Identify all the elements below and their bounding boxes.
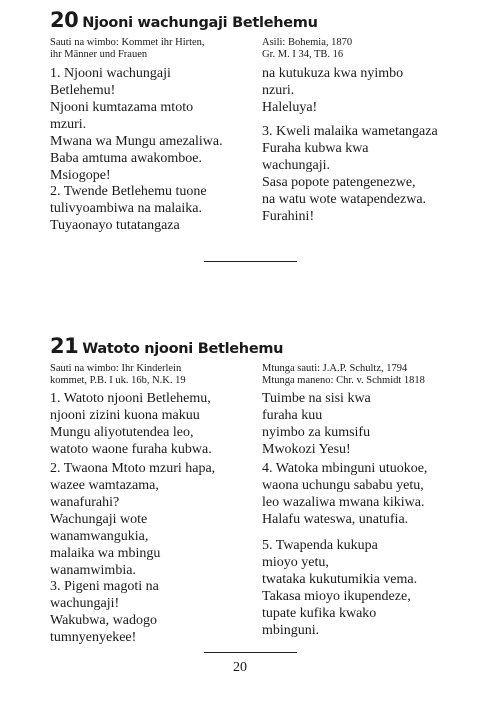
stanza-line: Takasa mioyo ikupendeze, [262, 589, 411, 604]
hymn-21-stanza-3-continued [262, 390, 371, 458]
stanza-line: twataka kukutumikia vema. [262, 572, 418, 587]
stanza-line: Mungu aliyotutendea leo, [50, 425, 194, 440]
stanza-line: wanamwimbia. [50, 563, 136, 578]
meta-line: Mtunga maneno: Chr. v. Schmidt 1818 [262, 375, 425, 386]
hymn-20-tune-info [50, 37, 205, 61]
stanza-line: wanamwangukia, [50, 529, 149, 544]
hymn-title: Watoto njooni Betlehemu [82, 341, 284, 357]
stanza-line: 5. Twapenda kukupa [262, 538, 378, 553]
stanza-line: nyimbo za kumsifu [262, 425, 371, 440]
hymn-20-stanza-2 [50, 183, 207, 234]
stanza-line: 3. Pigeni magoti na [50, 579, 159, 594]
stanza-line: mbinguni. [262, 623, 320, 638]
stanza-line: leo wazaliwa mwana kikiwa. [262, 495, 425, 510]
section-divider [204, 261, 297, 262]
hymn-21-tune-info [50, 363, 186, 387]
stanza-line: Mwana wa Mungu amezaliwa. [50, 134, 223, 149]
stanza-line: wazee wamtazama, [50, 478, 159, 493]
stanza-line: 2. Twende Betlehemu tuone [50, 184, 207, 199]
stanza-line: wachungaji! [50, 596, 120, 611]
meta-line: ihr Männer und Frauen [50, 49, 148, 60]
stanza-line: Msiogope! [50, 168, 111, 183]
stanza-line: 1. Njooni wachungaji [50, 66, 171, 81]
stanza-line: tupate kufika kwako [262, 606, 377, 621]
hymn-21-stanza-5 [262, 537, 417, 639]
stanza-line: nzuri. [262, 83, 295, 98]
stanza-line: Mwokozi Yesu! [262, 442, 351, 457]
stanza-line: waona uchungu sababu yetu, [262, 478, 424, 493]
stanza-line: Wachungaji wote [50, 512, 148, 527]
hymn-20-source-info [262, 37, 352, 61]
stanza-line: na watu wote watapendezwa. [262, 192, 427, 207]
meta-line: Sauti na wimbo: Kommet ihr Hirten, [50, 37, 205, 48]
meta-line: Mtunga sauti: J.A.P. Schultz, 1794 [262, 363, 408, 374]
stanza-line: tulivyoambiwa na malaika. [50, 201, 203, 216]
stanza-line: wachungaji. [262, 158, 331, 173]
stanza-line: Halafu wateswa, unatufia. [262, 512, 409, 527]
stanza-line: watoto waone furaha kubwa. [50, 442, 212, 457]
stanza-line: Betlehemu! [50, 83, 116, 98]
hymn-number: 21 [50, 334, 79, 358]
meta-line: Asili: Bohemia, 1870 [262, 37, 353, 48]
meta-line: kommet, P.B. I uk. 16b, N.K. 19 [50, 375, 186, 386]
stanza-line: mzuri. [50, 117, 87, 132]
stanza-line: Furahini! [262, 209, 315, 224]
stanza-line: 4. Watoka mbinguni utuokoe, [262, 461, 428, 476]
stanza-line: Tuimbe na sisi kwa [262, 391, 371, 406]
hymn-20-stanza-2-continued [262, 65, 403, 116]
hymn-title: Njooni wachungaji Betlehemu [82, 15, 318, 31]
stanza-line: 2. Twaona Mtoto mzuri hapa, [50, 461, 216, 476]
stanza-line: Wakubwa, wadogo [50, 613, 157, 628]
stanza-line: wanafurahi? [50, 495, 120, 510]
hymn-20-heading [50, 8, 318, 32]
hymn-20-stanza-1 [50, 65, 223, 184]
stanza-line: 3. Kweli malaika wametangaza [262, 124, 438, 139]
hymn-21-heading [50, 334, 283, 358]
stanza-line: malaika wa mbingu [50, 546, 161, 561]
meta-line: Gr. M. I 34, TB. 16 [262, 49, 344, 60]
stanza-line: Njooni kumtazama mtoto [50, 100, 194, 115]
hymn-21-stanza-2 [50, 460, 215, 579]
hymn-20-stanza-3 [262, 123, 438, 225]
stanza-line: Tuyaonayo tutatangaza [50, 218, 180, 233]
section-divider [204, 652, 297, 653]
hymn-21-source-info [262, 363, 425, 387]
hymn-21-stanza-3 [50, 578, 159, 646]
stanza-line: Sasa popote patengenezwe, [262, 175, 416, 190]
stanza-line: Furaha kubwa kwa [262, 141, 369, 156]
page-number: 20 [233, 660, 247, 675]
stanza-line: njooni zizini kuona makuu [50, 408, 200, 423]
meta-line: Sauti na wimbo: Ihr Kinderlein [50, 363, 182, 374]
stanza-line: Baba amtuma awakomboe. [50, 151, 203, 166]
hymn-21-stanza-4 [262, 460, 427, 528]
stanza-line: tumnyenyekee! [50, 630, 137, 645]
stanza-line: 1. Watoto njooni Betlehemu, [50, 391, 211, 406]
hymn-21-stanza-1 [50, 390, 212, 458]
stanza-line: furaha kuu [262, 408, 323, 423]
stanza-line: na kutukuza kwa nyimbo [262, 66, 404, 81]
stanza-line: Haleluya! [262, 100, 318, 115]
stanza-line: mioyo yetu, [262, 555, 329, 570]
hymn-number: 20 [50, 8, 79, 32]
